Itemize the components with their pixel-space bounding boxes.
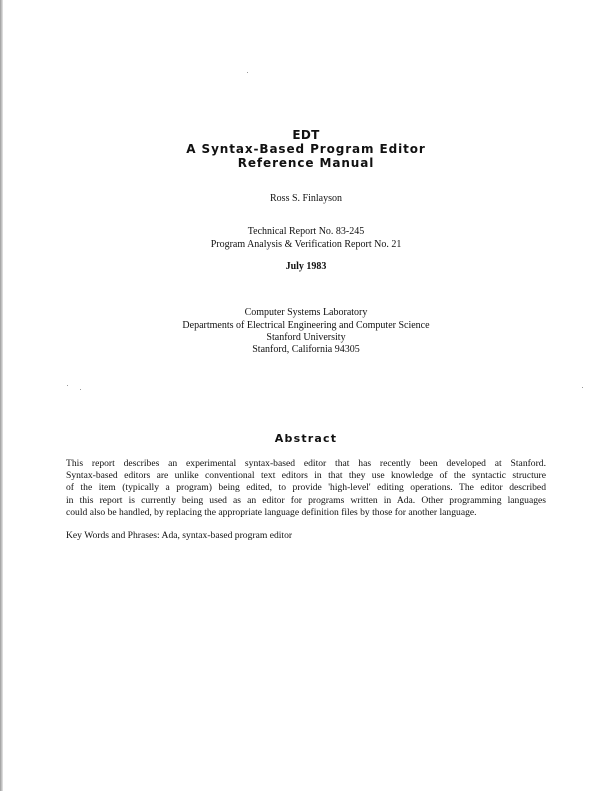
title-line-2: A Syntax-Based Program Editor [186,142,426,156]
title-line-1: EDT [292,128,320,142]
program-analysis-report-number: Program Analysis & Verification Report No. 21 [210,239,402,250]
affiliation-lab: Computer Systems Laboratory [244,307,368,318]
abstract-heading: Abstract [274,432,338,445]
abstract-line: of the item (typically a program) being edited, to provide 'high-level' editing operations. The editor described [66,482,546,494]
abstract-line: in this report is currently being used as an editor for programs written in Ada. Other programming languages [66,494,546,506]
report-date: July 1983 [285,261,327,272]
affiliation-departments: Departments of Electrical Engineering and Computer Science [182,320,430,331]
scan-speck [247,72,248,73]
scan-speck [80,389,81,390]
keywords-label: Key Words and Phrases: [66,530,160,541]
author: Ross S. Finlayson [270,193,342,204]
technical-report-number: Technical Report No. 83-245 [247,226,365,237]
abstract-line: Syntax-based editors are unlike conventional text editors in that they use knowledge of the syntactic structure [66,470,546,482]
scan-speck [582,387,583,388]
affiliation-address: Stanford, California 94305 [252,344,360,355]
scan-speck [67,385,68,386]
title-line-3: Reference Manual [237,156,375,170]
keywords-value: Ada, syntax-based program editor [161,530,293,541]
affiliation-university: Stanford University [266,332,346,343]
abstract-line: This report describes an experimental syntax-based editor that has recently been developed at Stanford. [66,458,546,469]
abstract-line: could also be handled, by replacing the appropriate language definition files by those for another language. [66,506,477,518]
keywords [66,530,292,542]
abstract-body [66,458,546,519]
scan-edge [0,0,3,791]
